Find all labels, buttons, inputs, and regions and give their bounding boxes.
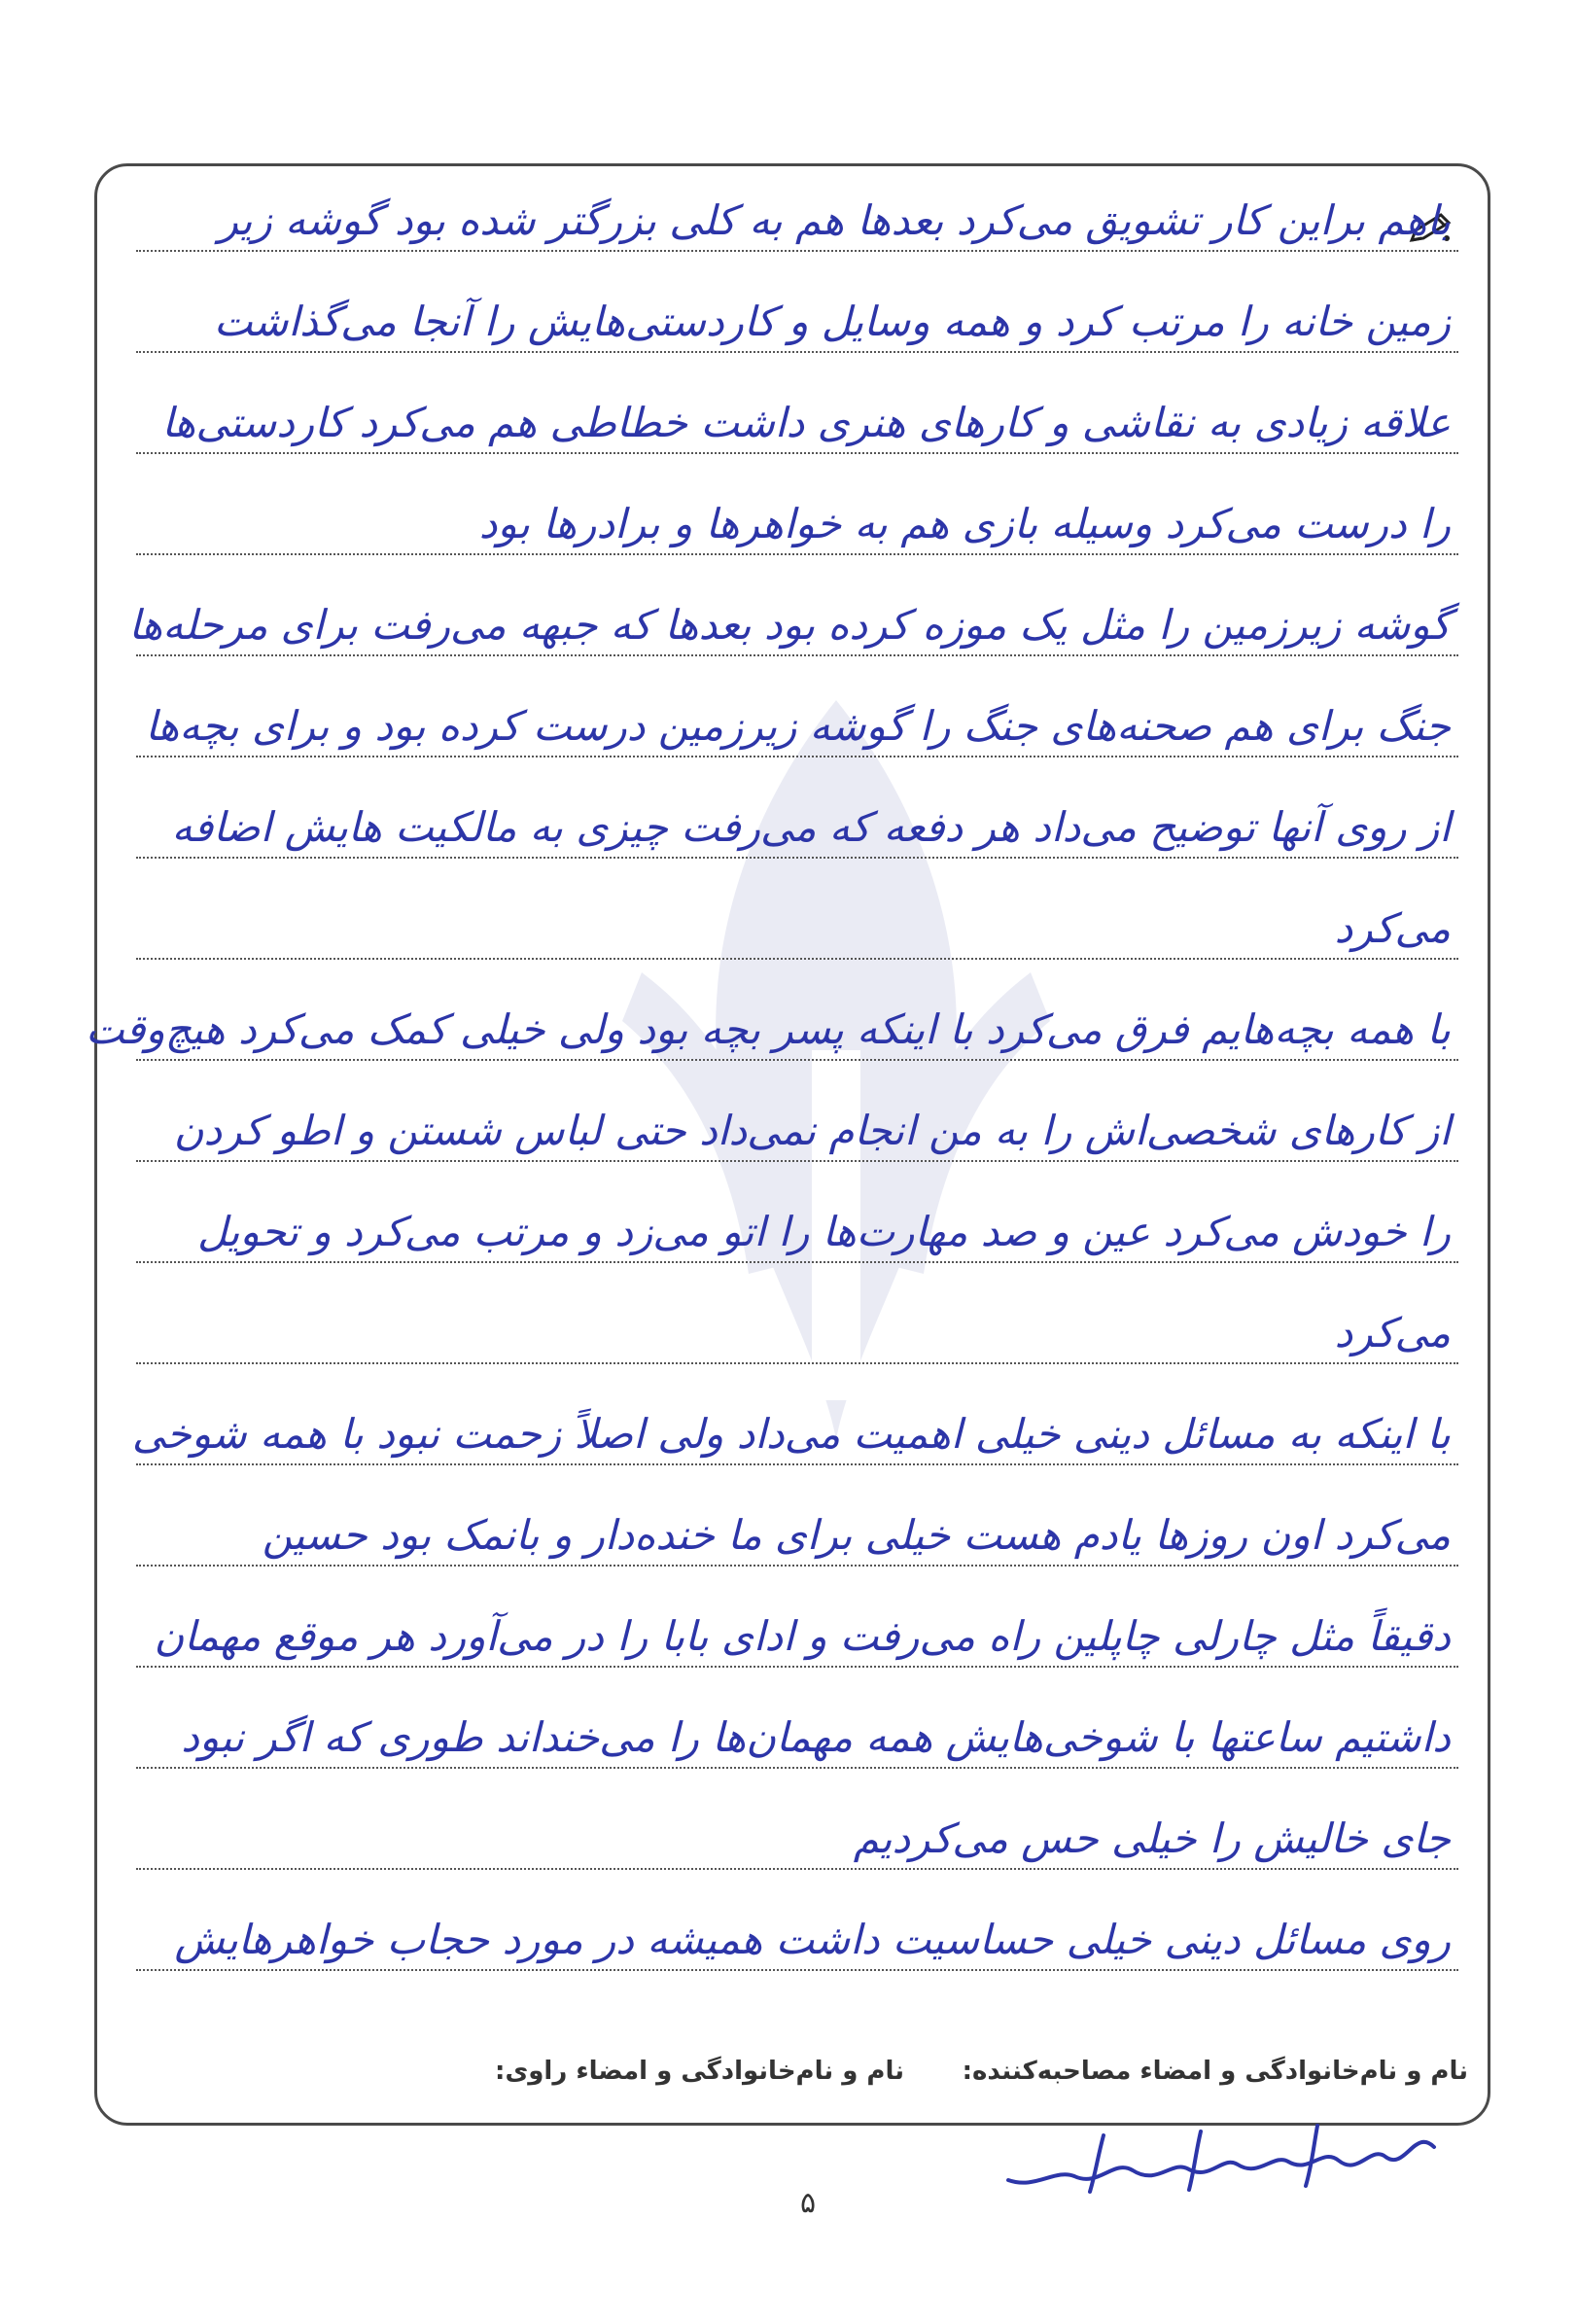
handwritten-text: زمین خانه را مرتب کرد و همه وسایل و کاردستی‌هایش را آنجا می‌گذاشت [214,298,1451,345]
writing-line [131,1364,1458,1465]
writing-line [136,1769,1458,1870]
page-number: ۵ [799,2186,817,2220]
writing-line [128,555,1458,656]
handwritten-text: می‌کرد اون روزها یادم هست خیلی برای ما خنده‌دار و بانمک بود حسین [262,1511,1451,1559]
writing-line [136,1465,1458,1567]
writing-line [86,960,1458,1061]
handwritten-text: با همه بچه‌هایم فرق می‌کرد با اینکه پسر بچه بود ولی خیلی کمک می‌کرد هیچ‌وقت [86,1005,1451,1053]
writing-line [136,1870,1458,1971]
writing-line [136,757,1458,859]
handwritten-text: جای خالیش را خیلی حس می‌کردیم [853,1814,1451,1862]
handwritten-text: با اینکه به مسائل دینی خیلی اهمیت می‌داد ولی اصلاً زحمت نبود با همه شوخی [131,1410,1451,1458]
writing-line [136,1567,1458,1668]
handwritten-text: می‌کرد [1334,1309,1451,1356]
handwritten-text: از کارهای شخصی‌اش را به من انجام نمی‌داد حتی لباس شستن و اطو کردن [173,1107,1451,1154]
handwritten-text: علاقه زیادی به نقاشی و کارهای هنری داشت خطاطی هم می‌کرد کاردستی‌ها [161,399,1451,446]
writing-line [136,1263,1458,1364]
handwritten-text: جنگ برای هم صحنه‌های جنگ را گوشه زیرزمین درست کرده بود و برای بچه‌ها [145,702,1451,750]
handwritten-lines [86,151,1458,1971]
handwritten-signature [997,2118,1444,2196]
writing-line [136,1162,1458,1263]
interviewer-label: نام و نام‌خانوادگی و امضاء مصاحبه‌کننده: [962,2057,1468,2086]
writing-line [136,1061,1458,1162]
handwritten-text: روی مسائل دینی خیلی حساسیت داشت همیشه در مورد حجاب خواهرهایش [174,1916,1451,1963]
handwritten-text: گوشه زیرزمین را مثل یک موزه کرده بود بعدها که جبهه می‌رفت برای مرحله‌ها [128,601,1451,649]
handwritten-text: را درست می‌کرد وسیله بازی هم به خواهرها و برادرها بود [478,500,1451,547]
writing-line [136,252,1458,353]
writing-line [136,454,1458,555]
writing-line [136,859,1458,960]
handwritten-text: می‌کرد [1334,904,1451,952]
writing-line [136,1668,1458,1769]
writing-line [136,151,1458,252]
handwritten-text: دقیقاً مثل چارلی چاپلین راه می‌رفت و ادای بابا را در می‌آورد هر موقع مهمان [154,1612,1451,1660]
writing-line [136,353,1458,454]
narrator-label: نام و نام‌خانوادگی و امضاء راوی: [495,2057,904,2086]
writing-line [136,656,1458,757]
handwritten-text: از روی آنها توضیح می‌داد هر دفعه که می‌رفت چیزی به مالکیت هایش اضافه [171,803,1451,851]
handwritten-text: باهم براین کار تشویق می‌کرد بعدها هم به کلی بزرگتر شده بود گوشه زیر [218,196,1451,244]
handwritten-text: داشتیم ساعتها با شوخی‌هایش همه مهمان‌ها را می‌خنداند طوری که اگر نبود [181,1713,1451,1761]
handwritten-text: را خودش می‌کرد عین و صد مهارت‌ها را اتو می‌زد و مرتب می‌کرد و تحویل [196,1208,1451,1255]
